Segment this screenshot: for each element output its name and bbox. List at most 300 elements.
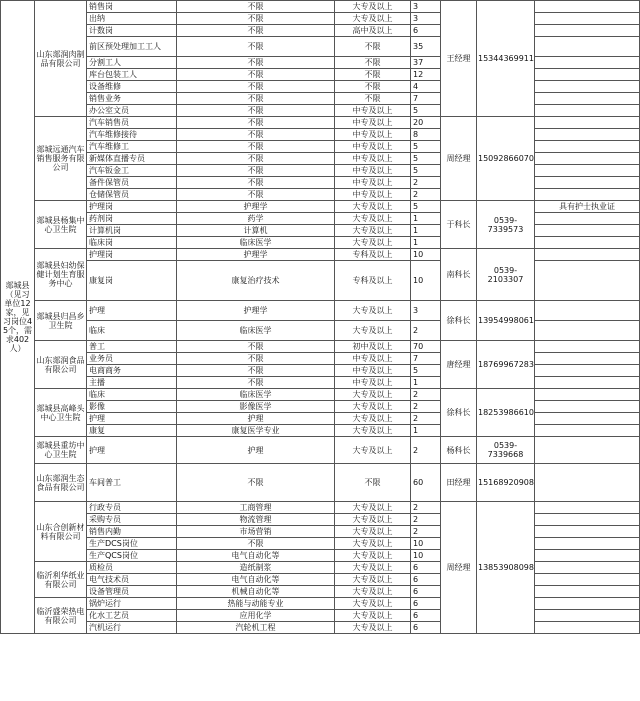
position-cell: 质检员 (87, 562, 177, 574)
table-row (1, 389, 640, 401)
count-cell: 6 (411, 562, 441, 574)
table-row (1, 464, 640, 502)
company-name: 郯城县重坊中心卫生院 (35, 437, 87, 464)
major-cell: 临床医学 (177, 237, 335, 249)
education-cell: 中专及以上 (335, 129, 411, 141)
education-cell: 大专及以上 (335, 13, 411, 25)
note-cell (535, 177, 640, 189)
note-cell (535, 165, 640, 177)
count-cell: 8 (411, 129, 441, 141)
position-cell: 备件保管员 (87, 177, 177, 189)
note-cell (535, 538, 640, 550)
note-cell (535, 377, 640, 389)
table-row (1, 201, 640, 213)
position-cell: 汽车维修工 (87, 141, 177, 153)
table-row (1, 165, 640, 177)
position-cell: 康复 (87, 425, 177, 437)
note-cell (535, 249, 640, 261)
position-cell: 出纳 (87, 13, 177, 25)
note-cell (535, 562, 640, 574)
position-cell: 药剂岗 (87, 213, 177, 225)
position-cell: 临床 (87, 389, 177, 401)
position-cell: 化水工艺员 (87, 610, 177, 622)
note-cell (535, 225, 640, 237)
count-cell: 2 (411, 189, 441, 201)
major-cell: 不限 (177, 13, 335, 25)
major-cell: 不限 (177, 81, 335, 93)
note-cell (535, 610, 640, 622)
count-cell: 60 (411, 464, 441, 502)
education-cell: 大专及以上 (335, 502, 411, 514)
count-cell: 5 (411, 201, 441, 213)
contact-person: 唐经理 (441, 341, 477, 389)
education-cell: 中专及以上 (335, 177, 411, 189)
note-cell (535, 261, 640, 301)
table-row (1, 401, 640, 413)
position-cell: 主播 (87, 377, 177, 389)
contact-person: 于科长 (441, 201, 477, 249)
education-cell: 大专及以上 (335, 1, 411, 13)
education-cell: 不限 (335, 464, 411, 502)
table-row (1, 129, 640, 141)
note-cell (535, 93, 640, 105)
contact-person: 徐科长 (441, 301, 477, 341)
position-cell: 临床 (87, 321, 177, 341)
position-cell: 前区预处理加工工人 (87, 37, 177, 57)
education-cell: 中专及以上 (335, 365, 411, 377)
position-cell: 新媒体直播专员 (87, 153, 177, 165)
position-cell: 计数岗 (87, 25, 177, 37)
table-row (1, 189, 640, 201)
note-cell (535, 105, 640, 117)
major-cell: 护理学 (177, 301, 335, 321)
count-cell: 6 (411, 586, 441, 598)
table-row (1, 538, 640, 550)
major-cell: 不限 (177, 37, 335, 57)
count-cell: 20 (411, 117, 441, 129)
position-cell: 车间普工 (87, 464, 177, 502)
position-cell: 康复岗 (87, 261, 177, 301)
major-cell: 影像医学 (177, 401, 335, 413)
count-cell: 6 (411, 610, 441, 622)
note-cell (535, 69, 640, 81)
major-cell: 不限 (177, 57, 335, 69)
contact-phone: 15168920908 (477, 464, 535, 502)
table-body (1, 1, 640, 634)
company-name: 山东合创新材料有限公司 (35, 502, 87, 562)
contact-phone: 0539-2103307 (477, 249, 535, 301)
position-cell: 电商商务 (87, 365, 177, 377)
position-cell: 护理岗 (87, 201, 177, 213)
table-row (1, 249, 640, 261)
position-cell: 护理 (87, 437, 177, 464)
education-cell: 大专及以上 (335, 201, 411, 213)
education-cell: 大专及以上 (335, 598, 411, 610)
count-cell: 1 (411, 377, 441, 389)
table-row (1, 177, 640, 189)
education-cell: 大专及以上 (335, 550, 411, 562)
count-cell: 1 (411, 213, 441, 225)
education-cell: 中专及以上 (335, 377, 411, 389)
major-cell: 不限 (177, 93, 335, 105)
note-cell (535, 57, 640, 69)
note-cell (535, 129, 640, 141)
major-cell: 计算机 (177, 225, 335, 237)
count-cell: 5 (411, 365, 441, 377)
position-cell: 护理 (87, 301, 177, 321)
note-cell (535, 574, 640, 586)
education-cell: 大专及以上 (335, 401, 411, 413)
position-cell: 库台包装工人 (87, 69, 177, 81)
major-cell: 护理学 (177, 201, 335, 213)
table-row (1, 105, 640, 117)
company-name: 郯城县妇幼保健计划生育服务中心 (35, 249, 87, 301)
major-cell: 不限 (177, 153, 335, 165)
count-cell: 37 (411, 57, 441, 69)
position-cell: 电气技术员 (87, 574, 177, 586)
position-cell: 汽车维修接待 (87, 129, 177, 141)
note-cell (535, 81, 640, 93)
education-cell: 大专及以上 (335, 321, 411, 341)
major-cell: 不限 (177, 365, 335, 377)
contact-phone: 13954998061 (477, 301, 535, 341)
count-cell: 2 (411, 389, 441, 401)
education-cell: 大专及以上 (335, 622, 411, 634)
position-cell: 生产QCS岗位 (87, 550, 177, 562)
position-cell: 护理 (87, 413, 177, 425)
education-cell: 初中及以上 (335, 341, 411, 353)
note-cell (535, 153, 640, 165)
note-cell (535, 25, 640, 37)
major-cell: 不限 (177, 464, 335, 502)
major-cell: 护理 (177, 437, 335, 464)
company-name: 郯城县高峰头中心卫生院 (35, 389, 87, 437)
major-cell: 工商管理 (177, 502, 335, 514)
company-name: 山东郯润生态食品有限公司 (35, 464, 87, 502)
table-row (1, 610, 640, 622)
education-cell: 大专及以上 (335, 413, 411, 425)
education-cell: 大专及以上 (335, 437, 411, 464)
table-row (1, 57, 640, 69)
position-cell: 汽车钣金工 (87, 165, 177, 177)
education-cell: 中专及以上 (335, 141, 411, 153)
contact-phone: 0539-7339573 (477, 201, 535, 249)
table-row (1, 550, 640, 562)
contact-person: 田经理 (441, 464, 477, 502)
company-name: 郯城远通汽车销售服务有限公司 (35, 117, 87, 201)
table-row (1, 353, 640, 365)
note-cell (535, 550, 640, 562)
table-row (1, 13, 640, 25)
company-name: 郯城县杨集中心卫生院 (35, 201, 87, 249)
position-cell: 销售业务 (87, 93, 177, 105)
education-cell: 中专及以上 (335, 105, 411, 117)
position-cell: 销售内勤 (87, 526, 177, 538)
position-cell: 计算机岗 (87, 225, 177, 237)
note-cell (535, 1, 640, 13)
count-cell: 2 (411, 413, 441, 425)
count-cell: 2 (411, 514, 441, 526)
count-cell: 10 (411, 550, 441, 562)
major-cell: 不限 (177, 165, 335, 177)
position-cell: 汽车销售员 (87, 117, 177, 129)
table-row (1, 622, 640, 634)
major-cell: 电气自动化等 (177, 550, 335, 562)
major-cell: 电气自动化等 (177, 574, 335, 586)
table-row (1, 413, 640, 425)
major-cell: 临床医学 (177, 321, 335, 341)
table-row (1, 377, 640, 389)
education-cell: 中专及以上 (335, 189, 411, 201)
education-cell: 大专及以上 (335, 538, 411, 550)
note-cell (535, 586, 640, 598)
position-cell: 仓储保管员 (87, 189, 177, 201)
major-cell: 不限 (177, 25, 335, 37)
major-cell: 护理学 (177, 249, 335, 261)
count-cell: 2 (411, 526, 441, 538)
note-cell (535, 514, 640, 526)
education-cell: 中专及以上 (335, 165, 411, 177)
count-cell: 10 (411, 261, 441, 301)
table-row (1, 425, 640, 437)
count-cell: 4 (411, 81, 441, 93)
position-cell: 护理岗 (87, 249, 177, 261)
count-cell: 3 (411, 13, 441, 25)
table-row (1, 225, 640, 237)
position-cell: 业务员 (87, 353, 177, 365)
education-cell: 大专及以上 (335, 562, 411, 574)
table-row (1, 598, 640, 610)
count-cell: 1 (411, 225, 441, 237)
table-row (1, 502, 640, 514)
note-cell (535, 301, 640, 321)
contact-person: 杨科长 (441, 437, 477, 464)
note-cell: 具有护士执业证 (535, 201, 640, 213)
major-cell: 不限 (177, 377, 335, 389)
company-name: 山东郯润食品有限公司 (35, 341, 87, 389)
note-cell (535, 401, 640, 413)
note-cell (535, 117, 640, 129)
region-cell: 郯城县（见习单位12家，见习岗位45个，需求402人） (1, 1, 35, 634)
note-cell (535, 353, 640, 365)
note-cell (535, 213, 640, 225)
major-cell: 汽轮机工程 (177, 622, 335, 634)
count-cell: 6 (411, 25, 441, 37)
contact-phone: 13853908098 (477, 502, 535, 634)
count-cell: 10 (411, 538, 441, 550)
education-cell: 大专及以上 (335, 301, 411, 321)
table-row (1, 213, 640, 225)
position-cell: 临床岗 (87, 237, 177, 249)
note-cell (535, 37, 640, 57)
major-cell: 市场营销 (177, 526, 335, 538)
count-cell: 7 (411, 353, 441, 365)
table-row (1, 81, 640, 93)
table-row (1, 321, 640, 341)
position-cell: 汽机运行 (87, 622, 177, 634)
company-name: 临沂利华纸业有限公司 (35, 562, 87, 598)
position-cell: 锅炉运行 (87, 598, 177, 610)
count-cell: 12 (411, 69, 441, 81)
count-cell: 2 (411, 177, 441, 189)
major-cell: 不限 (177, 117, 335, 129)
count-cell: 1 (411, 425, 441, 437)
note-cell (535, 365, 640, 377)
note-cell (535, 141, 640, 153)
table-row (1, 93, 640, 105)
table-row (1, 562, 640, 574)
note-cell (535, 464, 640, 502)
education-cell: 不限 (335, 37, 411, 57)
position-cell: 办公室文员 (87, 105, 177, 117)
education-cell: 大专及以上 (335, 586, 411, 598)
position-cell: 采购专员 (87, 514, 177, 526)
count-cell: 35 (411, 37, 441, 57)
table-row (1, 237, 640, 249)
count-cell: 6 (411, 622, 441, 634)
table-row (1, 514, 640, 526)
major-cell: 不限 (177, 538, 335, 550)
count-cell: 5 (411, 165, 441, 177)
note-cell (535, 526, 640, 538)
contact-phone: 0539-7339668 (477, 437, 535, 464)
note-cell (535, 321, 640, 341)
note-cell (535, 598, 640, 610)
position-cell: 普工 (87, 341, 177, 353)
company-name: 临沂盛荣热电有限公司 (35, 598, 87, 634)
position-cell: 影像 (87, 401, 177, 413)
contact-person: 王经理 (441, 1, 477, 117)
major-cell: 康复医学专业 (177, 425, 335, 437)
education-cell: 中专及以上 (335, 153, 411, 165)
table-row (1, 153, 640, 165)
education-cell: 中专及以上 (335, 117, 411, 129)
count-cell: 2 (411, 437, 441, 464)
contact-phone: 18253986610 (477, 389, 535, 437)
education-cell: 大专及以上 (335, 389, 411, 401)
count-cell: 5 (411, 141, 441, 153)
count-cell: 7 (411, 93, 441, 105)
note-cell (535, 437, 640, 464)
contact-person: 徐科长 (441, 389, 477, 437)
count-cell: 5 (411, 105, 441, 117)
education-cell: 大专及以上 (335, 237, 411, 249)
note-cell (535, 502, 640, 514)
contact-phone: 18769967283 (477, 341, 535, 389)
table-row (1, 25, 640, 37)
education-cell: 专科及以上 (335, 261, 411, 301)
major-cell: 护理 (177, 413, 335, 425)
education-cell: 中专及以上 (335, 353, 411, 365)
education-cell: 不限 (335, 81, 411, 93)
education-cell: 大专及以上 (335, 213, 411, 225)
contact-phone: 15092866070 (477, 117, 535, 201)
contact-person: 周经理 (441, 117, 477, 201)
count-cell: 5 (411, 153, 441, 165)
note-cell (535, 341, 640, 353)
position-cell: 分割工人 (87, 57, 177, 69)
education-cell: 不限 (335, 57, 411, 69)
education-cell: 大专及以上 (335, 225, 411, 237)
education-cell: 专科及以上 (335, 249, 411, 261)
major-cell: 物流管理 (177, 514, 335, 526)
note-cell (535, 425, 640, 437)
count-cell: 2 (411, 401, 441, 413)
count-cell: 6 (411, 598, 441, 610)
note-cell (535, 622, 640, 634)
table-row (1, 261, 640, 301)
count-cell: 1 (411, 237, 441, 249)
position-cell: 销售岗 (87, 1, 177, 13)
note-cell (535, 13, 640, 25)
position-cell: 行政专员 (87, 502, 177, 514)
table-row (1, 574, 640, 586)
major-cell: 热能与动能专业 (177, 598, 335, 610)
major-cell: 应用化学 (177, 610, 335, 622)
count-cell: 3 (411, 1, 441, 13)
count-cell: 6 (411, 574, 441, 586)
major-cell: 造纸制浆 (177, 562, 335, 574)
table-row (1, 117, 640, 129)
major-cell: 药学 (177, 213, 335, 225)
count-cell: 3 (411, 301, 441, 321)
education-cell: 不限 (335, 93, 411, 105)
major-cell: 不限 (177, 189, 335, 201)
company-name: 郯城县归昌乡卫生院 (35, 301, 87, 341)
note-cell (535, 237, 640, 249)
position-cell: 生产DCS岗位 (87, 538, 177, 550)
position-cell: 设备管理员 (87, 586, 177, 598)
table-row (1, 69, 640, 81)
major-cell: 不限 (177, 177, 335, 189)
education-cell: 大专及以上 (335, 425, 411, 437)
table-row (1, 141, 640, 153)
major-cell: 不限 (177, 353, 335, 365)
count-cell: 70 (411, 341, 441, 353)
major-cell: 不限 (177, 69, 335, 81)
count-cell: 10 (411, 249, 441, 261)
major-cell: 不限 (177, 141, 335, 153)
note-cell (535, 389, 640, 401)
note-cell (535, 189, 640, 201)
education-cell: 大专及以上 (335, 610, 411, 622)
major-cell: 不限 (177, 105, 335, 117)
table-row (1, 526, 640, 538)
education-cell: 大专及以上 (335, 526, 411, 538)
table-row (1, 586, 640, 598)
table-row (1, 1, 640, 13)
major-cell: 不限 (177, 129, 335, 141)
contact-phone: 15344369911 (477, 1, 535, 117)
table-row (1, 437, 640, 464)
contact-person: 周经理 (441, 502, 477, 634)
table-row (1, 341, 640, 353)
major-cell: 不限 (177, 341, 335, 353)
major-cell: 机械自动化等 (177, 586, 335, 598)
education-cell: 大专及以上 (335, 514, 411, 526)
table-row (1, 301, 640, 321)
education-cell: 高中及以上 (335, 25, 411, 37)
table-row (1, 365, 640, 377)
education-cell: 大专及以上 (335, 574, 411, 586)
major-cell: 临床医学 (177, 389, 335, 401)
count-cell: 2 (411, 321, 441, 341)
education-cell: 不限 (335, 69, 411, 81)
table-row (1, 37, 640, 57)
count-cell: 2 (411, 502, 441, 514)
position-cell: 设备维修 (87, 81, 177, 93)
contact-person: 南科长 (441, 249, 477, 301)
